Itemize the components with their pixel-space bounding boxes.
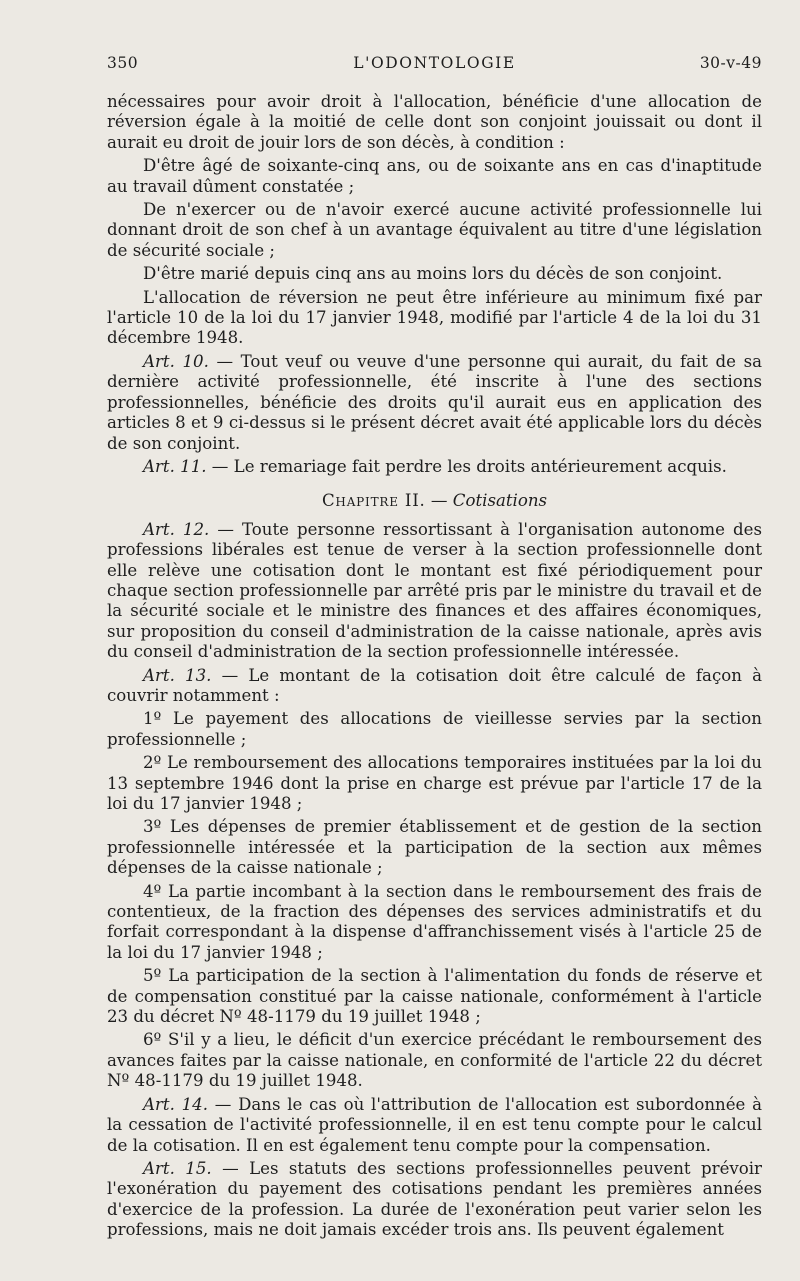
page-number: 350 [107, 54, 139, 72]
paragraph [107, 520, 762, 663]
paragraph-text: — Les statuts des sections professionnelles peuvent prévoir l'exonération du payement des cotisations pendant les premières années d'exercice de la profession. La durée de l'exonération peut varier selon les professions, mais ne doit jamais excéder trois ans. Ils peuvent également [107, 1158, 762, 1240]
chapter-label: Chapitre II. [321, 491, 426, 511]
paragraph-text: 6º S'il y a lieu, le déficit d'un exercice précédant le remboursement des avances faites par la caisse nationale, en conformité de l'article 22 du décret Nº 48-1179 du 19 juillet 1948. [107, 1030, 762, 1091]
paragraph-text: — Tout veuf ou veuve d'une personne qui aurait, du fait de sa dernière activité professionnelle, été inscrite à l'une des sections professionnelles, bénéficie des droits qu'il aurait eus en application des articles 8 et 9 ci-dessus si le présent décret avait été applicable lors du décès de son conjoint. [107, 351, 762, 453]
paragraph [107, 753, 762, 814]
paragraph-text: 1º Le payement des allocations de vieillesse servies par la section professionnelle ; [107, 709, 762, 749]
paragraph-text: nécessaires pour avoir droit à l'allocation, bénéficie d'une allocation de réversion égale à la moitié de celle dont son conjoint jouissait ou dont il aurait eu droit de jouir lors de son décès, à condition : [107, 92, 762, 152]
paragraph [107, 817, 762, 878]
journal-title: L'ODONTOLOGIE [353, 54, 516, 72]
paragraph [107, 966, 762, 1027]
paragraph [107, 1095, 762, 1156]
chapter-heading [107, 491, 762, 511]
chapter-title: Cotisations [452, 491, 548, 511]
paragraph-text: D'être marié depuis cinq ans au moins lors du décès de son conjoint. [143, 264, 723, 284]
article-number: Art. 13. [143, 665, 212, 685]
article-number: Art. 12. [143, 519, 210, 539]
paragraph [107, 200, 762, 261]
section-before-chapter [107, 92, 762, 477]
paragraph [107, 156, 762, 197]
paragraph [107, 1030, 762, 1091]
paragraph-text: L'allocation de réversion ne peut être inférieure au minimum fixé par l'article 10 de la loi du 17 janvier 1948, modifié par l'article 4 de la loi du 31 décembre 1948. [107, 287, 762, 348]
paragraph [107, 352, 762, 454]
paragraph [107, 92, 762, 153]
paragraph-text: 2º Le remboursement des allocations temporaires instituées par la loi du 13 septembre 1946 dont la prise en charge est prévue par l'article 17 de la loi du 17 janvier 1948 ; [107, 753, 762, 813]
article-number: Art. 11. [143, 456, 207, 476]
article-number: Art. 14. [143, 1094, 208, 1114]
paragraph [107, 1159, 762, 1241]
paragraph [107, 264, 762, 284]
paragraph [107, 666, 762, 707]
issue-date: 30-v-49 [699, 54, 762, 72]
paragraph-text: — Dans le cas où l'attribution de l'allocation est subordonnée à la cessation de l'activité professionnelle, il en est tenu compte pour le calcul de la cotisation. Il en est également tenu compte pour la compensation. [107, 1094, 762, 1155]
paragraph [107, 882, 762, 964]
article-number: Art. 10. [143, 351, 209, 371]
paragraph-text: — Le remariage fait perdre les droits antérieurement acquis. [206, 456, 727, 476]
paragraph-text: — Toute personne ressortissant à l'organisation autonome des professions libérales est tenue de verser à la section professionnelle dont elle relève une cotisation dont le montant est fixé périodiquement pour chaque section professionnelle par arrêté pris par le ministre du travail et de la sécurité sociale et le ministre des finances et des affaires économiques, sur proposition du conseil d'administration de la caisse nationale, après avis du conseil d'administration de la section professionnelle intéressée. [107, 519, 762, 662]
running-header [107, 50, 762, 80]
section-cotisations [107, 520, 762, 1241]
paragraph-text: De n'exercer ou de n'avoir exercé aucune activité professionnelle lui donnant droit de son chef à un avantage équivalent au titre d'une législation de sécurité sociale ; [107, 200, 762, 260]
paragraph-text: 5º La participation de la section à l'alimentation du fonds de réserve et de compensation constitué par la caisse nationale, conformément à l'article 23 du décret Nº 48-1179 du 19 juillet 1948 ; [107, 966, 762, 1027]
paragraph-text: 4º La partie incombant à la section dans le remboursement des frais de contentieux, de la fraction des dépenses des services administratifs et du forfait correspondant à la dispense d'affranchissement visés à l'article 25 de la loi du 17 janvier 1948 ; [107, 881, 762, 962]
paragraph [107, 709, 762, 750]
paragraph [107, 288, 762, 349]
document-body [107, 92, 762, 1241]
article-number: Art. 15. [143, 1158, 212, 1178]
paragraph-text: 3º Les dépenses de premier établissement et de gestion de la section professionnelle intéressée et la participation de la section aux mêmes dépenses de la caisse nationale ; [107, 817, 762, 878]
paragraph [107, 457, 762, 477]
paragraph-text: D'être âgé de soixante-cinq ans, ou de soixante ans en cas d'inaptitude au travail dûment constatée ; [107, 156, 762, 196]
chapter-dash: — [425, 491, 453, 511]
paragraph-text: — Le montant de la cotisation doit être calculé de façon à couvrir notamment : [107, 665, 762, 705]
